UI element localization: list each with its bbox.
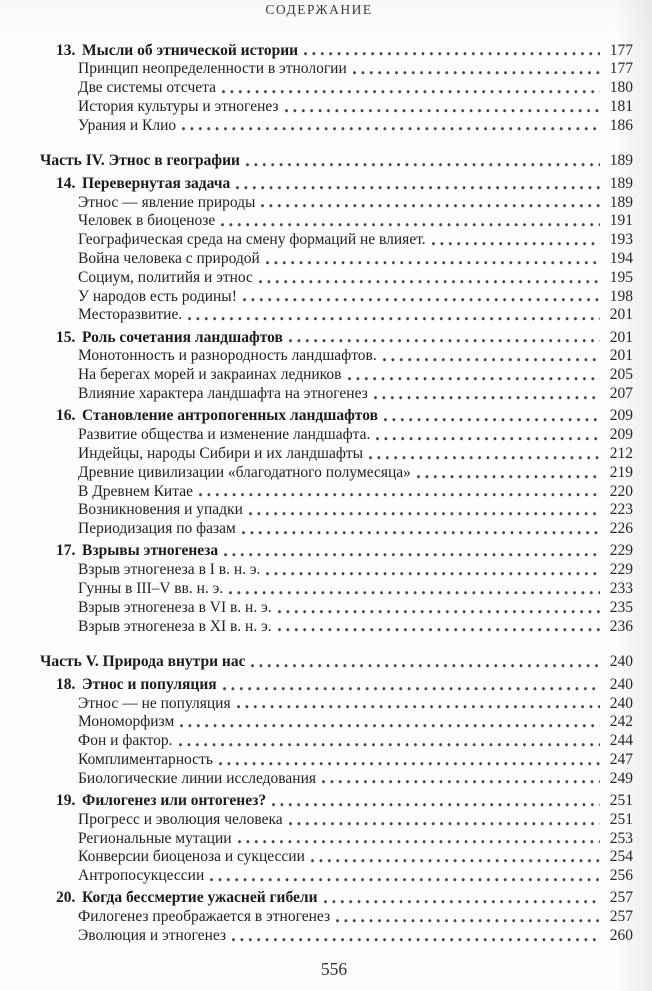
toc-entry-page: 177 [609, 41, 633, 59]
toc-entry [0, 407, 652, 426]
toc-entry-label: Индейцы, народы Сибири и их ландшафты [78, 444, 364, 462]
dot-leader [324, 889, 600, 908]
toc-entry-label: Урания и Клио [78, 116, 177, 134]
toc-entry-label: Фон и фактор. [78, 732, 173, 750]
toc-entry [0, 830, 652, 849]
table-of-contents [0, 38, 652, 946]
toc-entry [0, 269, 652, 288]
toc-entry [0, 732, 652, 751]
toc-entry-page: 193 [609, 231, 633, 249]
toc-entry-page: 180 [609, 79, 633, 97]
dot-leader [232, 927, 600, 946]
toc-entry-page: 242 [609, 713, 633, 731]
dot-leader [417, 464, 600, 483]
toc-entry [0, 60, 652, 79]
toc-entry-number: 17. [56, 542, 76, 560]
toc-entry-page: 201 [609, 347, 633, 365]
dot-leader [237, 695, 600, 714]
toc-entry [0, 927, 652, 946]
toc-entry [0, 426, 652, 445]
dot-leader [336, 908, 600, 927]
dot-leader [289, 329, 600, 348]
toc-entry-label: Война человека с природой [78, 249, 260, 267]
toc-entry-label: Две системы отсчета [78, 79, 216, 97]
toc-entry [0, 79, 652, 98]
toc-entry-label: Часть IV. Этнос в географии [40, 152, 240, 170]
toc-entry-page: 209 [609, 407, 633, 425]
dot-leader [383, 347, 600, 366]
toc-entry-label: Человек в биоценозе [78, 212, 216, 230]
dot-leader [272, 792, 600, 811]
toc-entry [0, 599, 652, 618]
dot-leader [261, 194, 600, 213]
toc-entry-page: 256 [609, 867, 633, 885]
toc-entry-label: Взрывы этногенеза [82, 542, 219, 560]
dot-leader [243, 288, 600, 307]
toc-entry [0, 385, 652, 404]
dot-leader [188, 306, 600, 325]
dot-leader [229, 580, 600, 599]
dot-leader [266, 561, 600, 580]
toc-entry-page: 253 [609, 829, 633, 847]
dot-leader [322, 770, 600, 789]
toc-entry [0, 175, 652, 194]
toc-entry-label: Возникновения и упадки [78, 501, 243, 519]
toc-entry-page: 189 [609, 193, 633, 211]
dot-leader [249, 501, 600, 520]
dot-leader [285, 98, 600, 117]
toc-entry-page: 201 [609, 328, 633, 346]
dot-leader [259, 269, 600, 288]
page-title: СОДЕРЖАНИЕ [265, 2, 373, 17]
dot-leader [374, 385, 600, 404]
toc-entry [0, 194, 652, 213]
toc-entry [0, 445, 652, 464]
toc-entry-label: Древние цивилизации «благодатного полумесяца» [78, 463, 411, 481]
toc-entry [0, 520, 652, 539]
toc-entry-page: 223 [609, 501, 633, 519]
dot-leader [221, 212, 600, 231]
toc-entry-page: 209 [609, 426, 633, 444]
toc-entry-page: 229 [609, 561, 633, 579]
toc-entry-page: 177 [609, 60, 633, 78]
toc-entry [0, 501, 652, 520]
toc-entry-label: Биологические линии исследования [78, 769, 317, 787]
toc-entry-page: 251 [609, 791, 633, 809]
toc-entry-label: Филогенез или онтогенез? [82, 791, 267, 809]
dot-leader [246, 152, 600, 171]
toc-entry-label: Взрыв этногенеза в VI в. н. э. [78, 598, 272, 616]
toc-entry-page: 189 [609, 174, 633, 192]
toc-entry [0, 889, 652, 908]
toc-entry-label: Эволюция и этногенез [78, 927, 227, 945]
toc-entry-label: История культуры и этногенез [78, 97, 279, 115]
toc-entry [0, 653, 652, 672]
dot-leader [311, 848, 600, 867]
toc-entry [0, 676, 652, 695]
dot-leader [289, 811, 600, 830]
dot-leader [242, 520, 600, 539]
toc-entry-label: Когда бессмертие ужасней гибели [82, 889, 318, 907]
toc-entry-page: 254 [609, 848, 633, 866]
toc-entry-page: 189 [609, 152, 633, 170]
toc-entry [0, 212, 652, 231]
toc-entry-label: Влияние характера ландшафта на этногенез [78, 385, 368, 403]
toc-entry-page: 240 [609, 675, 633, 693]
toc-entry-label: Взрыв этногенеза в I в. н. э. [78, 561, 261, 579]
toc-entry-page: 194 [609, 249, 633, 267]
toc-entry-page: 247 [609, 750, 633, 768]
toc-entry-label: Этнос и популяция [82, 675, 217, 693]
toc-entry [0, 580, 652, 599]
toc-entry-label: У народов есть родины! [78, 287, 237, 305]
toc-entry-label: В Древнем Китае [78, 482, 193, 500]
toc-entry [0, 811, 652, 830]
dot-leader [182, 117, 600, 136]
toc-entry-label: Конверсии биоценоза и сукцессии [78, 848, 305, 866]
toc-entry-page: 235 [609, 598, 633, 616]
toc-entry-label: Мономорфизм [78, 713, 175, 731]
toc-entry-label: Филогенез преображается в этногенез [78, 908, 331, 926]
toc-entry [0, 618, 652, 637]
toc-entry [0, 347, 652, 366]
toc-entry-page: 240 [609, 694, 633, 712]
dot-leader [369, 445, 600, 464]
toc-entry [0, 695, 652, 714]
toc-entry-label: Перевернутая задача [82, 174, 231, 192]
toc-entry [0, 250, 652, 269]
toc-entry-number: 13. [56, 41, 76, 59]
toc-entry [0, 751, 652, 770]
toc-entry [0, 542, 652, 561]
toc-entry-label: Региональные мутации [78, 829, 232, 847]
toc-entry [0, 561, 652, 580]
toc-entry-label: Этнос — явление природы [78, 193, 256, 211]
toc-entry-page: 181 [609, 97, 633, 115]
toc-entry-number: 20. [56, 889, 76, 907]
toc-entry-label: Взрыв этногенеза в XI в. н. э. [78, 617, 272, 635]
toc-entry-page: 195 [609, 268, 633, 286]
toc-entry-label: Географическая среда на смену формаций не влияет. [78, 231, 426, 249]
toc-entry [0, 42, 652, 61]
toc-entry [0, 713, 652, 732]
dot-leader [236, 175, 600, 194]
toc-entry-page: 236 [609, 617, 633, 635]
toc-entry-page: 212 [609, 444, 633, 462]
toc-entry [0, 306, 652, 325]
toc-entry [0, 483, 652, 502]
dot-leader [348, 366, 601, 385]
toc-entry-page: 207 [609, 385, 633, 403]
toc-entry-label: Комплиментарность [78, 750, 213, 768]
toc-entry-page: 244 [609, 732, 633, 750]
dot-leader [219, 751, 600, 770]
toc-entry [0, 770, 652, 789]
dot-leader [353, 60, 600, 79]
dot-leader [432, 231, 600, 250]
dot-leader [180, 713, 600, 732]
toc-entry-number: 14. [56, 174, 76, 192]
toc-entry-label: Гунны в III–V вв. н. э. [78, 580, 224, 598]
toc-entry-page: 191 [609, 212, 633, 230]
toc-entry-page: 229 [609, 542, 633, 560]
toc-entry-page: 260 [609, 927, 633, 945]
toc-entry-label: Социум, политийя и этнос [78, 268, 253, 286]
toc-entry-label: Развитие общества и изменение ландшафта. [78, 426, 371, 444]
toc-entry [0, 117, 652, 136]
dot-leader [266, 250, 600, 269]
dot-leader [223, 676, 600, 695]
dot-leader [238, 830, 600, 849]
dot-leader [179, 732, 600, 751]
toc-entry-page: 219 [609, 463, 633, 481]
toc-entry-page: 257 [609, 908, 633, 926]
toc-entry-page: 240 [609, 653, 633, 671]
dot-leader [222, 79, 600, 98]
toc-entry-label: Становление антропогенных ландшафтов [82, 407, 378, 425]
dot-leader [278, 618, 600, 637]
toc-entry-number: 18. [56, 675, 76, 693]
toc-entry-page: 233 [609, 580, 633, 598]
dot-leader [251, 653, 600, 672]
dot-leader [384, 407, 600, 426]
toc-entry [0, 867, 652, 886]
toc-entry-page: 226 [609, 520, 633, 538]
toc-entry-label: На берегах морей и закраинах ледников [78, 366, 342, 384]
toc-entry-label: Этнос — не популяция [78, 694, 231, 712]
toc-entry-page: 186 [609, 116, 633, 134]
toc-entry-page: 201 [609, 306, 633, 324]
toc-entry [0, 848, 652, 867]
toc-entry [0, 152, 652, 171]
dot-leader [224, 542, 600, 561]
toc-entry-number: 16. [56, 407, 76, 425]
dot-leader [278, 599, 600, 618]
toc-entry-label: Принцип неопределенности в этнологии [78, 60, 347, 78]
toc-entry-page: 220 [609, 482, 633, 500]
dot-leader [376, 426, 600, 445]
toc-entry [0, 288, 652, 307]
page-number-footer: 556 [320, 959, 348, 979]
toc-entry-label: Прогресс и эволюция человека [78, 810, 283, 828]
toc-entry-label: Роль сочетания ландшафтов [82, 328, 283, 346]
toc-entry-page: 251 [609, 810, 633, 828]
toc-entry [0, 908, 652, 927]
toc-entry-number: 19. [56, 791, 76, 809]
toc-entry-label: Мысли об этнической истории [82, 41, 299, 59]
toc-entry-page: 205 [609, 366, 633, 384]
toc-entry-page: 249 [609, 769, 633, 787]
toc-entry-label: Антропосукцессии [78, 867, 205, 885]
dot-leader [210, 867, 600, 886]
dot-leader [199, 483, 600, 502]
toc-entry [0, 792, 652, 811]
toc-entry [0, 329, 652, 348]
toc-entry-label: Периодизация по фазам [78, 520, 236, 538]
toc-entry-page: 198 [609, 287, 633, 305]
toc-entry-number: 15. [56, 328, 76, 346]
toc-entry [0, 464, 652, 483]
toc-entry-label: Монотонность и разнородность ландшафтов. [78, 347, 377, 365]
toc-entry [0, 231, 652, 250]
toc-entry [0, 98, 652, 117]
toc-entry [0, 366, 652, 385]
toc-entry-label: Часть V. Природа внутри нас [40, 653, 246, 671]
toc-entry-page: 257 [609, 889, 633, 907]
dot-leader [304, 42, 600, 61]
toc-entry-label: Месторазвитие. [78, 306, 183, 324]
